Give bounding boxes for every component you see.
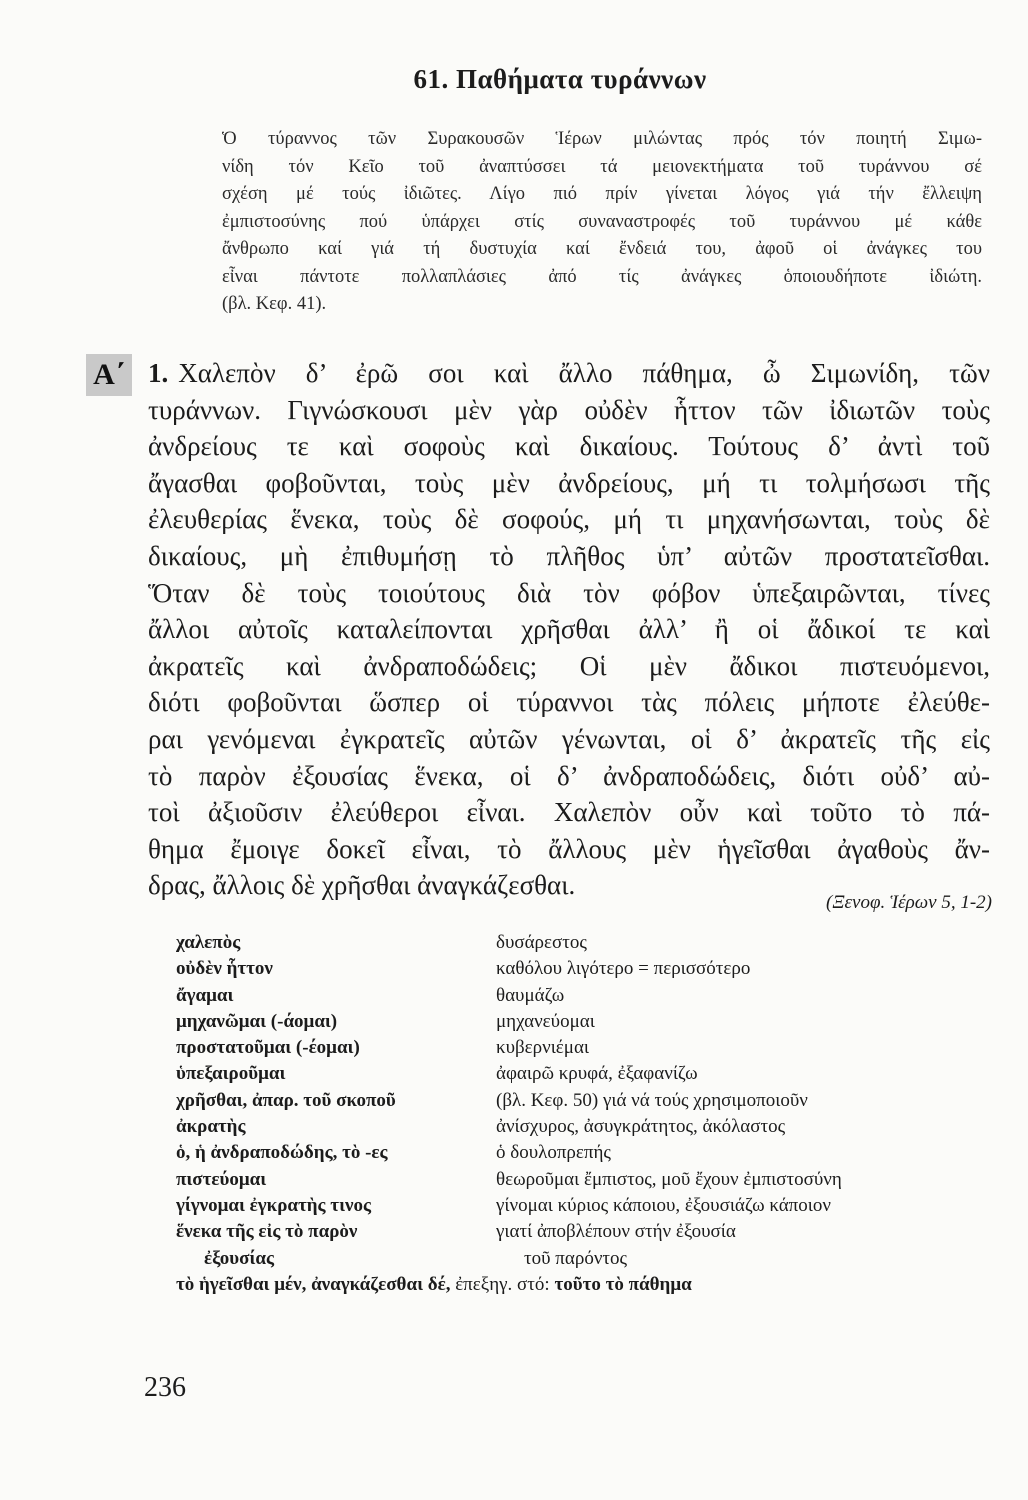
glossary-row: [176, 1114, 1006, 1140]
glossary-row: [176, 1035, 1006, 1061]
glossary-definition: κυβερνιέμαι: [496, 1037, 590, 1059]
glossary-row: [176, 1061, 1006, 1087]
passage-line: Ὅταν δὲ τοὺς τοιούτους διὰ τὸν φόβον ὑπεξαιρῶνται, τίνες: [148, 577, 990, 608]
passage-line: θημα ἔμοιγε δοκεῖ εἶναι, τὸ ἄλλους μὲν ἡγεῖσθαι ἀγαθοὺς ἄν-: [148, 833, 990, 864]
glossary-term: ἐξουσίας: [204, 1247, 274, 1269]
glossary-definition: γίνομαι κύριος κάποιου, ἐξουσιάζω κάποιον: [496, 1194, 831, 1216]
intro-paragraph: [222, 126, 982, 319]
glossary-term: χαλεπὸς: [176, 932, 241, 953]
glossary-final-row: [176, 1272, 1006, 1298]
passage-line: δρας, ἄλλοις δὲ χρῆσθαι ἀναγκάζεσθαι.: [148, 870, 576, 901]
glossary-definition: ἀφαιρῶ κρυφά, ἐξαφανίζω: [496, 1063, 698, 1085]
glossary-row: [176, 983, 1006, 1009]
glossary-definition: γιατί ἀποβλέπουν στήν ἐξουσία: [496, 1221, 736, 1243]
glossary-term: ἀκρατὴς: [176, 1116, 246, 1138]
glossary-term: προστατοῦμαι (-έομαι): [176, 1037, 360, 1059]
glossary-row: [176, 1246, 1006, 1272]
passage-line: ἀκρατεῖς καὶ ἀνδραποδώδεις; Οἱ μὲν ἄδικοι πιστευόμενοι,: [148, 650, 990, 681]
passage-line: [148, 355, 990, 392]
glossary-term: γίγνομαι ἐγκρατὴς τινος: [176, 1194, 371, 1216]
glossary-definition: (βλ. Κεφ. 50) γιά νά τούς χρησιμοποιοῦν: [496, 1089, 808, 1111]
passage-line-text: Χαλεπὸν δ’ ἐρῶ σοι καὶ ἄλλο πάθημα, ὦ Σιμωνίδη, τῶν: [178, 358, 990, 388]
glossary-definition: ἐπεξηγ. στό:: [455, 1273, 550, 1295]
glossary-definition: ὁ δουλοπρεπής: [496, 1142, 611, 1164]
passage-number: 1.: [148, 358, 169, 388]
glossary-term: ὑπεξαιροῦμαι: [176, 1063, 286, 1085]
intro-line: ἄνθρωπο καί γιά τή δυστυχία καί ἔνδειά του, ἀφοῦ οἱ ἀνάγκες του: [222, 239, 982, 259]
passage-line: τὸ παρὸν ἐξουσίας ἕνεκα, οἱ δ’ ἀνδραποδώδεις, διότι οὐδ’ αὐ-: [148, 760, 990, 791]
glossary-definition: δυσάρεστος: [496, 932, 587, 953]
glossary-term: πιστεύομαι: [176, 1168, 267, 1190]
intro-line: νίδη τόν Κεῖο τοῦ ἀναπτύσσει τά μειονεκτήματα τοῦ τυράννου σέ: [222, 156, 982, 177]
glossary-definition: θαυμάζω: [496, 984, 565, 1006]
glossary-row: [176, 1167, 1006, 1193]
glossary-reference: τοῦτο τὸ πάθημα: [554, 1273, 692, 1295]
passage-line: ἄγασθαι φοβοῦνται, τοὺς μὲν ἀνδρείους, μή τι τολμήσωσι τῆς: [148, 467, 990, 498]
intro-line: Ὁ τύραννος τῶν Συρακουσῶν Ἱέρων μιλώντας πρός τόν ποιητή Σιμω-: [222, 129, 982, 149]
passage-line: ραι γενόμεναι ἐγκρατεῖς αὐτῶν γένωνται, οἱ δ’ ἀκρατεῖς τῆς εἰς: [148, 723, 990, 754]
glossary-definition: μηχανεύομαι: [496, 1010, 595, 1032]
glossary-term: ὁ, ἡ ἀνδραποδώδης, τὸ -ες: [176, 1142, 388, 1164]
glossary-row: [176, 930, 1006, 956]
intro-line: ἐμπιστοσύνης πού ὑπάρχει στίς συναναστροφές τοῦ τυράννου μέ κάθε: [222, 211, 982, 232]
glossary-row: [176, 1009, 1006, 1035]
chapter-heading: 61. Παθήματα τυράννων: [413, 64, 707, 94]
glossary-term: τὸ ἡγεῖσθαι μέν, ἀναγκάζεσθαι δέ,: [176, 1273, 451, 1295]
passage-line: τοὶ ἀξιοῦσιν ἐλεύθεροι εἶναι. Χαλεπὸν οὖν καὶ τοῦτο τὸ πά-: [148, 797, 990, 828]
glossary-definition: θεωροῦμαι ἔμπιστος, μοῦ ἔχουν ἐμπιστοσύνη: [496, 1168, 842, 1190]
glossary-term: οὐδὲν ἧττον: [176, 958, 273, 980]
glossary-row: [176, 1219, 1006, 1245]
glossary-term: μηχανῶμαι (-άομαι): [176, 1010, 338, 1032]
glossary-definition: καθόλου λιγότερο = περισσότερο: [496, 958, 751, 980]
glossary-row: [176, 1088, 1006, 1114]
intro-line: σχέση μέ τούς ἰδιῶτες. Λίγο πιό πρίν γίνεται λόγος γιά τήν ἔλλειψη: [222, 184, 982, 204]
passage-line: ἐλευθερίας ἕνεκα, τοὺς δὲ σοφούς, μή τι μηχανήσωνται, τοὺς δὲ: [148, 504, 990, 535]
glossary-row: [176, 956, 1006, 982]
glossary-term: χρῆσθαι, ἀπαρ. τοῦ σκοποῦ: [176, 1089, 396, 1111]
passage-line: τυράννων. Γιγνώσκουσι μὲν γὰρ οὐδὲν ἧττον τῶν ἰδιωτῶν τοὺς: [148, 394, 990, 425]
intro-line: (βλ. Κεφ. 41).: [222, 294, 327, 314]
source-citation: (Ξενοφ. Ἱέρων 5, 1-2): [826, 892, 992, 913]
passage-line: δικαίους, μὴ ἐπιθυμήσῃ τὸ πλῆθος ὑπ’ αὐτῶν προστατεῖσθαι.: [148, 540, 990, 571]
glossary-row: [176, 1193, 1006, 1219]
greek-passage: [148, 355, 990, 904]
passage-line: διότι φοβοῦνται ὥσπερ οἱ τύραννοι τὰς πόλεις μήποτε ἐλεύθε-: [148, 687, 990, 718]
section-badge: Α΄: [86, 354, 132, 396]
intro-line: εἶναι πάντοτε πολλαπλάσιες ἀπό τίς ἀνάγκες ὁποιουδήποτε ἰδιώτη.: [222, 266, 982, 287]
page-number: 236: [144, 1372, 186, 1403]
passage-line: ἄλλοι αὐτοῖς καταλείπονται χρῆσθαι ἀλλ’ ἢ οἱ ἄδικοί τε καὶ: [148, 614, 990, 645]
glossary-term: ἕνεκα τῆς εἰς τὸ παρὸν: [176, 1221, 358, 1243]
glossary-definition: τοῦ παρόντος: [524, 1247, 628, 1269]
glossary-definition: ἀνίσχυρος, ἀσυγκράτητος, ἀκόλαστος: [496, 1116, 786, 1138]
glossary-term: ἄγαμαι: [176, 984, 234, 1006]
passage-line: ἀνδρείους τε καὶ σοφοὺς καὶ δικαίους. Τούτους δ’ ἀντὶ τοῦ: [148, 431, 990, 462]
glossary: [176, 930, 1006, 1298]
glossary-row: [176, 1140, 1006, 1166]
